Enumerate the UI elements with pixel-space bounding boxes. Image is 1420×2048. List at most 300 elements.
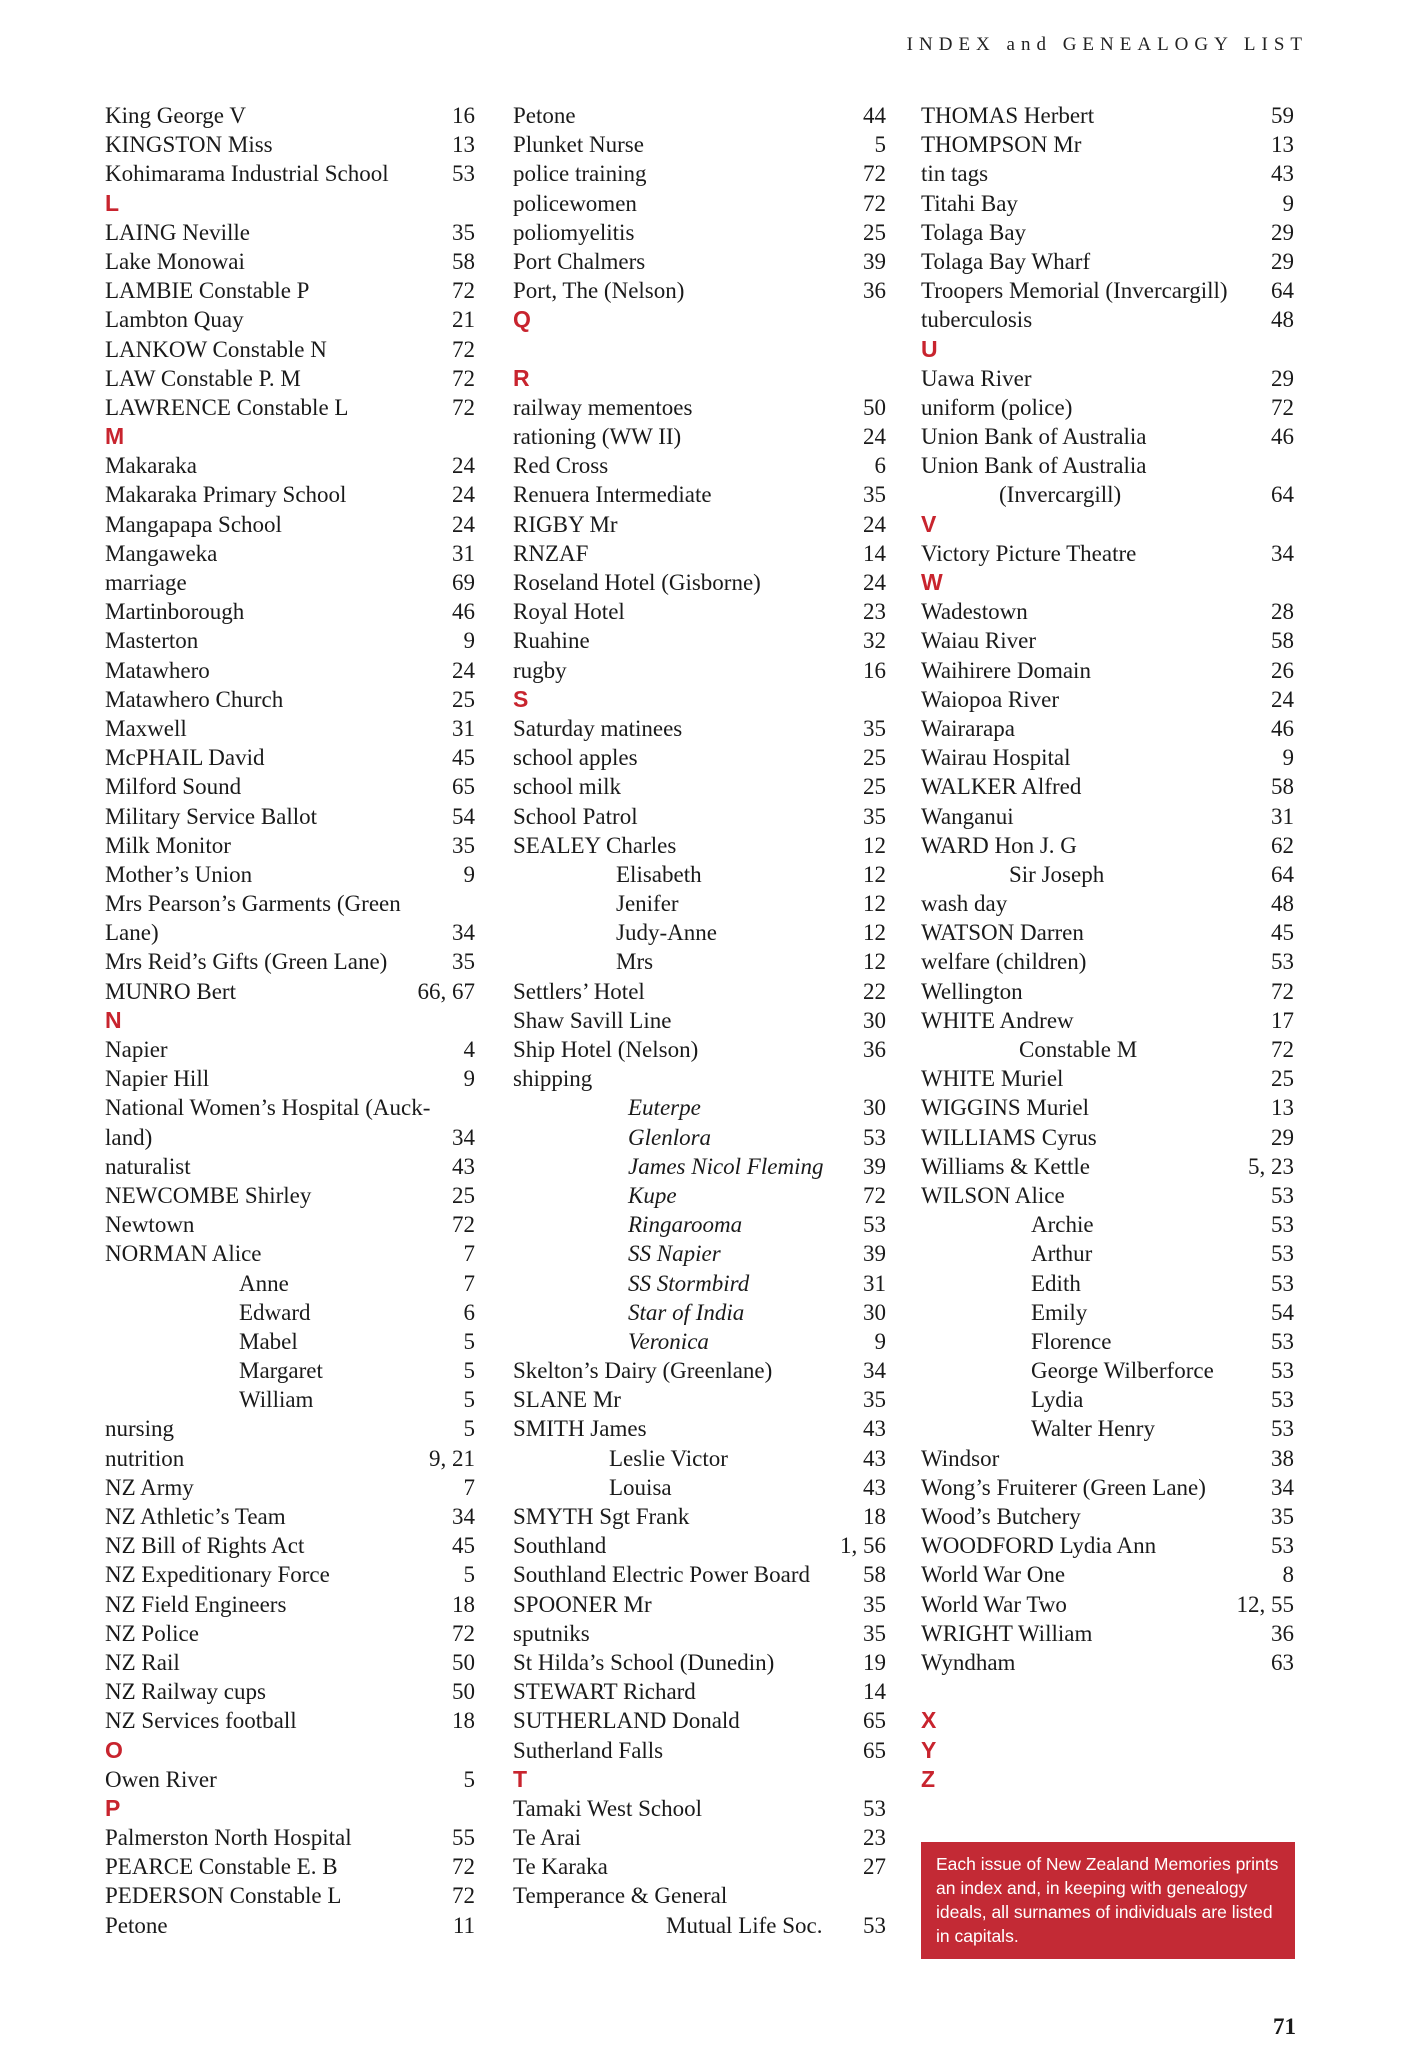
index-entry [513, 656, 886, 685]
index-term: WATSON Darren [921, 920, 1084, 946]
index-page-ref: 7 [463, 1241, 475, 1267]
index-page-ref: 34 [1271, 1474, 1294, 1500]
index-page-ref: 43 [452, 1153, 475, 1179]
index-page-ref: 9, 21 [429, 1445, 475, 1471]
index-term: Veronica [628, 1328, 709, 1354]
index-page-ref: 39 [863, 1241, 886, 1267]
index-page-ref: 53 [1271, 1533, 1294, 1559]
index-page-ref: 21 [452, 307, 475, 333]
index-entry [921, 714, 1294, 743]
index-term: Owen River [105, 1766, 217, 1792]
index-page-ref: 55 [452, 1825, 475, 1851]
letter-heading-text: Z [921, 1765, 936, 1792]
index-term: Renuera Intermediate [513, 482, 712, 508]
index-page-ref: 9 [463, 628, 475, 654]
index-term: rugby [513, 657, 567, 683]
index-entry [921, 1210, 1294, 1239]
letter-heading-text: T [513, 1765, 528, 1792]
index-term: KINGSTON Miss [105, 132, 273, 158]
index-term: McPHAIL David [105, 745, 265, 771]
index-term: poliomyelitis [513, 219, 635, 245]
index-page-ref: 29 [1271, 365, 1294, 391]
index-entry [513, 714, 886, 743]
index-entry [513, 1006, 886, 1035]
index-term: Ruahine [513, 628, 590, 654]
index-entry [105, 1269, 475, 1298]
index-term: Tolaga Bay [921, 219, 1027, 245]
index-term: Royal Hotel [513, 599, 625, 625]
index-page-ref: 72 [1271, 1037, 1294, 1062]
index-entry [513, 1852, 886, 1881]
index-page-ref: 24 [452, 657, 475, 683]
index-term: SS Stormbird [628, 1270, 750, 1296]
index-term: policewomen [513, 190, 637, 216]
index-term: Mangapapa School [105, 511, 282, 537]
index-term: Leslie Victor [609, 1445, 728, 1471]
index-entry [105, 947, 475, 976]
index-entry [513, 159, 886, 188]
index-term: NEWCOMBE Shirley [105, 1182, 312, 1208]
index-term: Martinborough [105, 599, 245, 625]
index-page-ref: 35 [863, 1591, 886, 1617]
index-entry [921, 305, 1294, 334]
index-entry [921, 802, 1294, 831]
index-page-ref: 5 [463, 1358, 475, 1384]
letter-heading-text: Y [921, 1736, 937, 1763]
index-entry [513, 1035, 886, 1064]
index-term: LAMBIE Constable P [105, 278, 310, 304]
index-term: Wanganui [921, 803, 1014, 829]
letter-heading-text: O [105, 1736, 123, 1763]
index-entry [921, 1531, 1294, 1560]
index-entry [921, 101, 1294, 130]
index-entry [105, 1239, 475, 1268]
index-page-ref: 30 [863, 1095, 886, 1121]
index-entry [105, 1414, 475, 1443]
index-term: Waihirere Domain [921, 657, 1091, 683]
index-page-ref: 53 [1271, 1182, 1294, 1208]
index-page-ref: 35 [863, 1620, 886, 1646]
index-page-ref: 12 [863, 891, 886, 917]
index-entry [105, 393, 475, 422]
index-entry [105, 860, 475, 889]
index-term: Temperance & General [513, 1883, 728, 1909]
index-entry [105, 889, 475, 918]
index-term: Star of India [628, 1299, 745, 1325]
index-entry [921, 860, 1294, 889]
index-page-ref: 9 [874, 1328, 886, 1354]
index-page-ref: 5 [463, 1328, 475, 1354]
index-term: Saturday matinees [513, 715, 683, 741]
index-page-ref: 39 [863, 1153, 886, 1179]
index-entry [513, 889, 886, 918]
index-entry [921, 1648, 1294, 1677]
letter-heading [105, 1736, 475, 1765]
index-term: Makaraka [105, 453, 197, 479]
index-entry [105, 1210, 475, 1239]
index-page-ref: 39 [863, 248, 886, 274]
index-entry [513, 772, 886, 801]
index-term: Southland [513, 1533, 607, 1559]
index-entry [513, 393, 886, 422]
index-term: Union Bank of Australia [921, 424, 1147, 450]
index-entry [105, 1035, 475, 1064]
index-page-ref: 34 [452, 1504, 475, 1529]
index-page-ref: 5 [874, 132, 886, 158]
index-page-ref: 72 [452, 1212, 475, 1238]
index-term: nutrition [105, 1445, 185, 1471]
index-entry [921, 247, 1294, 276]
index-page-ref: 14 [863, 1679, 886, 1705]
index-entry [921, 656, 1294, 685]
index-page-ref: 35 [452, 219, 475, 245]
index-page-ref: 45 [452, 745, 475, 771]
index-page-ref: 53 [1271, 1270, 1294, 1296]
index-term: Jenifer [616, 891, 679, 917]
index-term: NORMAN Alice [105, 1241, 262, 1267]
index-page-ref: 9 [463, 861, 475, 887]
letter-heading [921, 568, 1294, 597]
index-term: NZ Police [105, 1620, 199, 1646]
index-term: Mrs Reid’s Gifts (Green Lane) [105, 949, 388, 975]
index-page-ref: 46 [452, 599, 475, 625]
index-entry [513, 860, 886, 889]
index-term: Ship Hotel (Nelson) [513, 1037, 699, 1062]
index-term: LAING Neville [105, 219, 250, 245]
index-page-ref: 5 [463, 1387, 475, 1413]
index-term: Mother’s Union [105, 861, 253, 887]
index-entry [105, 597, 475, 626]
index-page-ref: 23 [863, 1825, 886, 1851]
letter-heading-text: P [105, 1794, 121, 1821]
running-header: INDEX and GENEALOGY LIST [906, 34, 1308, 55]
index-entry [513, 1298, 886, 1327]
index-entry [513, 1093, 886, 1122]
index-term: WIGGINS Muriel [921, 1095, 1089, 1121]
index-term: Walter Henry [1031, 1416, 1155, 1442]
index-term: Te Arai [513, 1825, 582, 1851]
index-page-ref: 50 [452, 1649, 475, 1675]
index-entry [921, 1006, 1294, 1035]
letter-heading [513, 364, 886, 393]
index-entry [105, 1064, 475, 1093]
index-term: Williams & Kettle [921, 1153, 1090, 1179]
index-page-ref: 24 [863, 511, 886, 537]
index-column-1 [105, 101, 475, 1940]
index-entry [513, 626, 886, 655]
index-term: Anne [239, 1270, 289, 1296]
index-entry [921, 947, 1294, 976]
index-entry [105, 626, 475, 655]
index-page-ref: 35 [452, 832, 475, 858]
index-entry [921, 1590, 1294, 1619]
index-entry [921, 597, 1294, 626]
index-page-ref: 8 [1282, 1562, 1294, 1588]
index-entry [921, 539, 1294, 568]
index-entry [921, 977, 1294, 1006]
index-term: WILSON Alice [921, 1182, 1065, 1208]
index-entry [105, 276, 475, 305]
index-term: WARD Hon J. G [921, 832, 1077, 858]
index-term: Shaw Savill Line [513, 1007, 672, 1033]
index-page-ref: 22 [863, 978, 886, 1004]
index-entry [921, 1356, 1294, 1385]
index-entry [921, 1327, 1294, 1356]
index-entry [105, 1911, 475, 1940]
index-page-ref: 72 [1271, 978, 1294, 1004]
index-page-ref: 36 [863, 278, 886, 304]
index-page-ref: 13 [1271, 1095, 1294, 1121]
index-page-ref: 29 [1271, 1124, 1294, 1150]
index-entry [105, 1444, 475, 1473]
index-entry [105, 539, 475, 568]
index-page-ref: 65 [452, 774, 475, 800]
index-entry [105, 1502, 475, 1531]
index-entry [921, 1035, 1294, 1064]
index-page-ref: 12, 55 [1236, 1591, 1294, 1617]
index-entry [105, 1648, 475, 1677]
index-entry [513, 539, 886, 568]
blank-row [513, 335, 886, 364]
index-page-ref: 13 [1271, 132, 1294, 158]
index-page-ref: 24 [452, 453, 475, 479]
index-page-ref: 31 [1271, 803, 1294, 829]
index-page-ref: 43 [863, 1445, 886, 1471]
index-column-2 [513, 101, 886, 1940]
index-entry [513, 101, 886, 130]
index-entry [513, 1823, 886, 1852]
index-entry [105, 568, 475, 597]
index-term: shipping [513, 1066, 593, 1092]
index-term: Maxwell [105, 715, 187, 741]
index-entry [105, 1852, 475, 1881]
index-page-ref: 72 [863, 161, 886, 187]
letter-heading-text: S [513, 685, 529, 712]
index-page-ref: 59 [1271, 103, 1294, 128]
index-term: railway mementoes [513, 394, 693, 420]
index-entry [105, 656, 475, 685]
index-page-ref: 72 [863, 1182, 886, 1208]
index-page-ref: 72 [452, 1620, 475, 1646]
index-term: police training [513, 161, 647, 187]
index-term: MUNRO Bert [105, 978, 236, 1004]
index-page-ref: 54 [452, 803, 475, 829]
index-term: Constable M [1019, 1037, 1138, 1062]
letter-heading-text: W [921, 569, 943, 595]
index-term: Lake Monowai [105, 248, 245, 274]
index-entry [921, 451, 1294, 480]
index-page-ref: 72 [452, 365, 475, 391]
index-page-ref: 72 [452, 336, 475, 362]
index-entry [513, 247, 886, 276]
index-entry [513, 597, 886, 626]
index-page-ref: 18 [452, 1708, 475, 1734]
index-page-ref: 29 [1271, 248, 1294, 274]
index-entry [513, 218, 886, 247]
index-entry [921, 1152, 1294, 1181]
index-entry [513, 1560, 886, 1589]
index-term: land) [105, 1124, 153, 1150]
index-term: Elisabeth [616, 861, 702, 887]
index-page-ref: 28 [1271, 599, 1294, 625]
index-term: WALKER Alfred [921, 774, 1082, 800]
index-page-ref: 65 [863, 1708, 886, 1734]
index-page-ref: 35 [452, 949, 475, 975]
index-page-ref: 16 [863, 657, 886, 683]
index-page-ref: 35 [863, 803, 886, 829]
index-entry [105, 1385, 475, 1414]
index-entry [921, 831, 1294, 860]
index-page-ref: 12 [863, 920, 886, 946]
index-page-ref: 53 [452, 161, 475, 187]
index-entry [921, 918, 1294, 947]
index-entry [105, 1152, 475, 1181]
index-page-ref: 72 [863, 190, 886, 216]
index-page-ref: 48 [1271, 891, 1294, 917]
index-term: Euterpe [628, 1095, 701, 1121]
blank-row [921, 1677, 1294, 1706]
index-term: Edith [1031, 1270, 1081, 1296]
index-page-ref: 25 [863, 774, 886, 800]
index-entry [105, 218, 475, 247]
index-page-ref: 23 [863, 599, 886, 625]
index-term: Sir Joseph [1009, 861, 1105, 887]
index-term: Wairau Hospital [921, 745, 1071, 771]
index-term: William [239, 1387, 314, 1413]
index-entry [921, 1385, 1294, 1414]
index-entry [105, 831, 475, 860]
index-page-ref: 13 [452, 132, 475, 158]
index-entry [105, 1356, 475, 1385]
index-entry [105, 1298, 475, 1327]
index-entry [513, 831, 886, 860]
index-page-ref: 35 [863, 1387, 886, 1413]
index-entry [105, 480, 475, 509]
index-term: RNZAF [513, 540, 589, 566]
index-page-ref: 17 [1271, 1007, 1294, 1033]
index-term: SMITH James [513, 1416, 647, 1442]
index-page-ref: 6 [874, 453, 886, 479]
index-entry [921, 1560, 1294, 1589]
index-page-ref: 6 [463, 1299, 475, 1325]
index-page-ref: 54 [1271, 1299, 1294, 1325]
index-entry [921, 130, 1294, 159]
index-page-ref: 62 [1271, 832, 1294, 858]
letter-heading [513, 685, 886, 714]
index-entry [513, 743, 886, 772]
index-page-ref: 53 [863, 1212, 886, 1238]
index-term: Sutherland Falls [513, 1737, 664, 1763]
index-entry [513, 1706, 886, 1735]
letter-heading-text: Q [513, 306, 531, 333]
index-page-ref: 18 [863, 1504, 886, 1529]
index-entry [921, 364, 1294, 393]
index-term: James Nicol Fleming [628, 1153, 824, 1179]
index-term: Lambton Quay [105, 307, 244, 333]
index-term: Wairarapa [921, 715, 1015, 741]
index-entry [105, 1181, 475, 1210]
index-entry [513, 1677, 886, 1706]
index-term: School Patrol [513, 803, 638, 829]
index-page-ref: 27 [863, 1854, 886, 1880]
index-term: Lydia [1031, 1387, 1084, 1413]
index-entry [105, 1531, 475, 1560]
index-term: Arthur [1031, 1241, 1093, 1267]
index-term: WILLIAMS Cyrus [921, 1124, 1097, 1150]
index-page-ref: 72 [452, 1854, 475, 1880]
index-page-ref: 43 [1271, 161, 1294, 187]
letter-heading [921, 1765, 1294, 1794]
index-term: THOMAS Herbert [921, 103, 1095, 128]
index-term: World War Two [921, 1591, 1067, 1617]
index-term: Makaraka Primary School [105, 482, 347, 508]
letter-heading-text: R [513, 364, 530, 391]
index-term: Matawhero Church [105, 686, 284, 712]
index-page-ref: 29 [1271, 219, 1294, 245]
index-entry [921, 1414, 1294, 1443]
index-entry [105, 1881, 475, 1910]
index-page-ref: 53 [1271, 1358, 1294, 1384]
index-page-ref: 24 [1271, 686, 1294, 712]
index-page-ref: 5, 23 [1248, 1153, 1294, 1179]
index-entry [513, 1152, 886, 1181]
letter-heading [105, 422, 475, 451]
index-entry [513, 1881, 886, 1910]
index-page-ref: 45 [452, 1533, 475, 1559]
index-page-ref: 14 [863, 540, 886, 566]
letter-heading-text: X [921, 1707, 937, 1734]
index-entry [921, 1473, 1294, 1502]
index-term: Mabel [239, 1328, 298, 1354]
index-entry [513, 1210, 886, 1239]
index-entry [921, 276, 1294, 305]
index-entry [513, 422, 886, 451]
index-term: Plunket Nurse [513, 132, 644, 158]
index-page-ref: 53 [863, 1795, 886, 1821]
index-entry [513, 1736, 886, 1765]
index-entry [513, 130, 886, 159]
index-term: Wyndham [921, 1649, 1016, 1675]
index-page-ref: 48 [1271, 307, 1294, 333]
index-page-ref: 18 [452, 1591, 475, 1617]
index-term: Napier Hill [105, 1066, 210, 1092]
index-term: Wood’s Butchery [921, 1504, 1081, 1529]
index-page-ref: 34 [452, 920, 475, 946]
index-term: Palmerston North Hospital [105, 1825, 352, 1851]
index-term: PEDERSON Constable L [105, 1883, 342, 1909]
index-page-ref: 64 [1271, 482, 1294, 508]
index-term: Archie [1031, 1212, 1094, 1238]
letter-heading-text: M [105, 423, 125, 450]
index-page-ref: 64 [1271, 278, 1294, 304]
index-term: NZ Bill of Rights Act [105, 1533, 305, 1559]
index-term: THOMPSON Mr [921, 132, 1082, 158]
index-term: Tolaga Bay Wharf [921, 248, 1091, 274]
index-page-ref: 9 [463, 1066, 475, 1092]
index-term: Skelton’s Dairy (Greenlane) [513, 1358, 773, 1384]
index-term: Port, The (Nelson) [513, 278, 685, 304]
index-term: Kohimarama Industrial School [105, 161, 389, 187]
index-page-ref: 46 [1271, 715, 1294, 741]
index-page-ref: 58 [863, 1562, 886, 1588]
index-entry [513, 1064, 886, 1093]
letter-heading [105, 1794, 475, 1823]
letter-heading [105, 189, 475, 218]
index-entry [105, 364, 475, 393]
index-page-ref: 66, 67 [417, 978, 475, 1004]
index-page-ref: 36 [863, 1037, 886, 1062]
index-term: Newtown [105, 1212, 195, 1238]
